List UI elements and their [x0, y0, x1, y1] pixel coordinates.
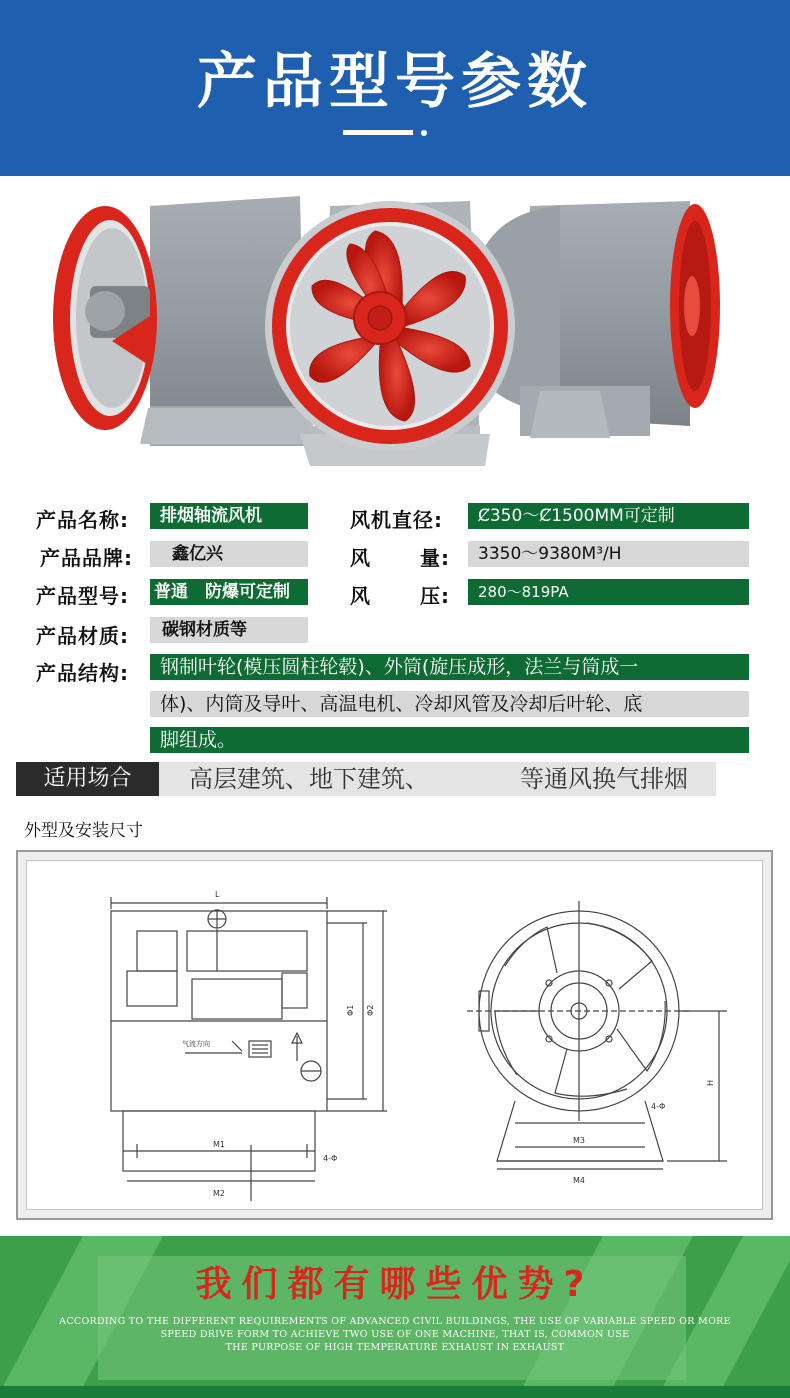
- banner-subtitle-3: THE PURPOSE OF HIGH TEMPERATURE EXHAUST IN EXHAUST: [225, 1342, 565, 1353]
- title-underline-dot: [421, 130, 427, 136]
- dim-label-h: H: [706, 1079, 715, 1086]
- spec-label-airflow-2: 量:: [420, 546, 450, 570]
- spec-value-material: 碳钢材质等: [150, 617, 308, 643]
- dim-label-phi1: Φ1: [346, 1004, 355, 1016]
- advantages-banner: [0, 1236, 790, 1398]
- dim-label-airflow-direction: 气流方向: [182, 1040, 210, 1048]
- banner-title: 我们都有哪些优势?: [195, 1264, 595, 1305]
- dim-label-l: L: [215, 890, 220, 899]
- page-header: [0, 0, 790, 176]
- dim-label-m2: M2: [213, 1189, 225, 1198]
- banner-subtitle-1: ACCORDING TO THE DIFFERENT REQUIREMENTS OF ADVANCED CIVIL BUILDINGS, THE USE OF VARIABLE SPEED OR MORE: [59, 1316, 731, 1327]
- dim-label-holes-right: 4-Φ: [651, 1102, 666, 1111]
- spec-label-structure: 产品结构:: [36, 661, 129, 685]
- spec-label-pressure-1: 风: [350, 584, 371, 608]
- page-title: 产品型号参数: [197, 47, 593, 117]
- spec-label-brand: 产品品牌:: [40, 546, 133, 570]
- spec-label-name: 产品名称:: [36, 508, 129, 532]
- technical-drawing-svg: [27, 861, 764, 1211]
- dim-label-m3: M3: [573, 1136, 585, 1145]
- title-underline: [343, 130, 413, 135]
- spec-value-structure-line-1: 钢制叶轮(模压圆柱轮毂)、外筒(旋压成形，法兰与筒成一: [150, 654, 749, 680]
- spec-value-pressure: 280～819PA: [468, 579, 749, 605]
- fan-illustration: [0, 176, 790, 476]
- drawing-caption: 外型及安装尺寸: [24, 821, 143, 841]
- spec-label-material: 产品材质:: [36, 624, 129, 648]
- fan-right: [480, 201, 720, 438]
- usage-value-box: [159, 762, 716, 796]
- spec-value-structure-line-3: 脚组成。: [150, 727, 749, 753]
- spec-value-structure-line-2: 体)、内筒及导叶、高温电机、冷却风管及冷却后叶轮、底: [150, 691, 749, 717]
- dim-label-phi2: Φ2: [366, 1004, 375, 1016]
- dim-label-m1: M1: [213, 1140, 225, 1149]
- spec-label-pressure-2: 压:: [420, 584, 450, 608]
- dim-label-m4: M4: [573, 1176, 585, 1185]
- spec-value-model: 普通 防爆可定制: [150, 579, 308, 605]
- spec-value-name: 排烟轴流风机: [150, 503, 308, 529]
- spec-value-airflow: 3350～9380M³/H: [468, 541, 749, 567]
- spec-value-diameter: Ȼ350～Ȼ1500MM可定制: [468, 503, 749, 529]
- usage-label: 适用场合: [16, 762, 159, 796]
- spec-label-diameter: 风机直径:: [350, 508, 443, 532]
- usage-text-1: 高层建筑、地下建筑、: [189, 765, 429, 793]
- usage-text-2: 等通风换气排烟: [520, 765, 688, 793]
- dim-label-holes-left: 4-Φ: [323, 1154, 338, 1163]
- product-photo: [0, 176, 790, 476]
- technical-drawing: [26, 860, 763, 1210]
- banner-bottom-strip: [0, 1386, 790, 1398]
- spec-label-airflow-1: 风: [350, 546, 371, 570]
- banner-subtitle-2: SPEED DRIVE FORM TO ACHIEVE TWO USE OF ONE MACHINE, THAT IS, COMMON USE: [160, 1329, 630, 1340]
- spec-value-brand: 鑫亿兴: [150, 541, 308, 567]
- technical-drawing-frame: [16, 850, 773, 1220]
- spec-label-model: 产品型号:: [36, 584, 129, 608]
